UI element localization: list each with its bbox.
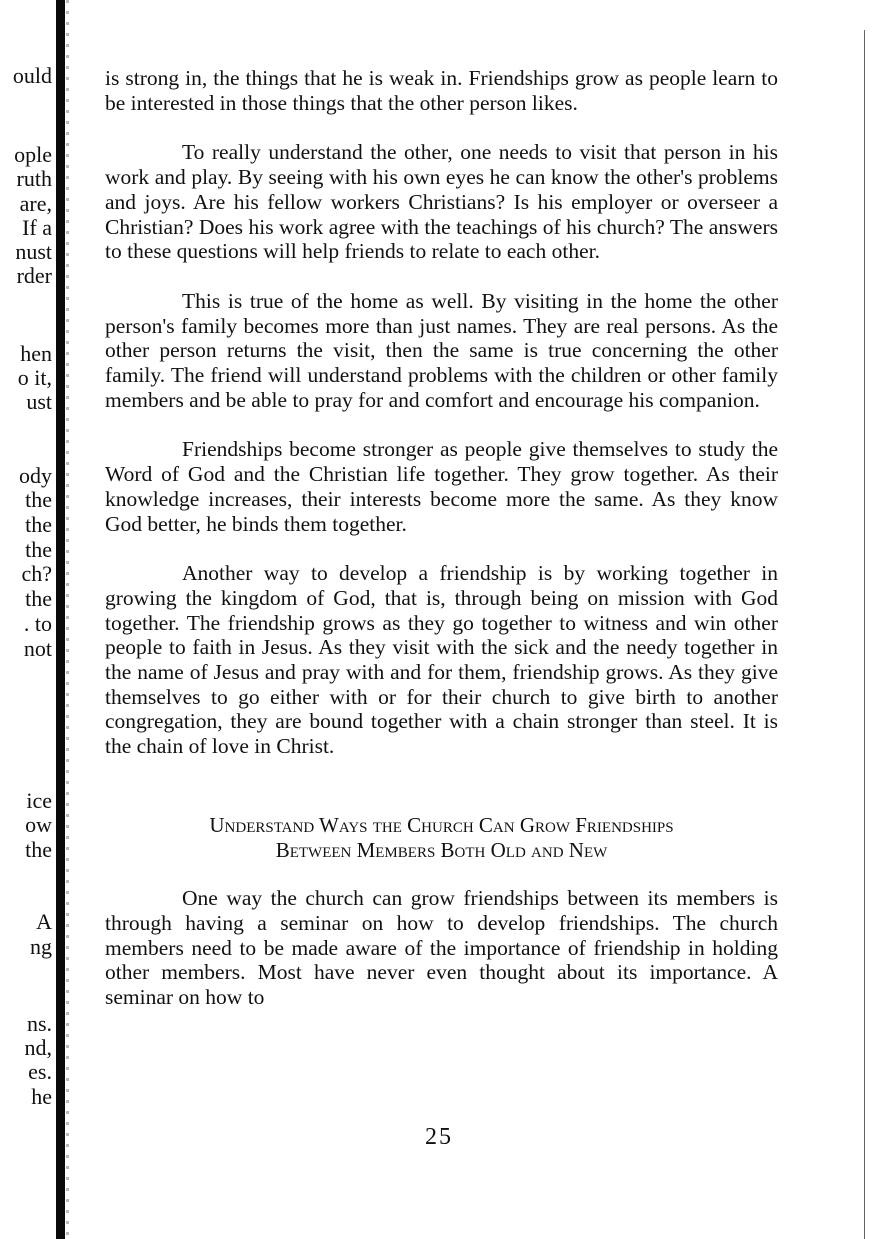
facing-page-fragment: nust bbox=[15, 239, 52, 264]
facing-page-fragment: ow bbox=[25, 812, 52, 837]
facing-page-fragment: ople bbox=[14, 142, 52, 167]
facing-page-fragment: ng bbox=[30, 934, 52, 959]
text-column bbox=[105, 66, 778, 1010]
facing-page-fragment: ns. bbox=[26, 1011, 52, 1036]
paragraph-gap bbox=[105, 115, 778, 140]
facing-page-fragment: ice bbox=[26, 788, 52, 813]
facing-page-fragment: he bbox=[31, 1084, 52, 1109]
facing-page-fragments bbox=[0, 0, 52, 1239]
body-paragraph: To really understand the other, one needs to visit that person in his work and play. By seeing with his own eyes he can know the other's problems and joys. Are his fellow workers Christians? Is his employer or overseer a Christian? Does his work agree with the teachings of his church? The answers to these questions will help friends to relate to each other. bbox=[105, 140, 778, 264]
spine-edge-texture bbox=[66, 0, 69, 1239]
body-paragraph: is strong in, the things that he is weak in. Friendships grow as people learn to be interested in those things that the other person likes. bbox=[105, 66, 778, 115]
facing-page-fragment: hen bbox=[20, 341, 52, 366]
facing-page-fragment: the bbox=[25, 537, 52, 562]
page-number bbox=[0, 1124, 872, 1151]
paragraph-gap bbox=[105, 536, 778, 561]
paragraph-gap bbox=[105, 264, 778, 289]
body-paragraph: Friendships become stronger as people give themselves to study the Word of God and the Christian life together. They grow together. As their knowledge increases, their interests become more the same. As they know God better, he binds them together. bbox=[105, 437, 778, 536]
facing-page-fragment: the bbox=[25, 837, 52, 862]
facing-page-fragment: o it, bbox=[17, 365, 52, 390]
facing-page-fragment: rder bbox=[16, 263, 52, 288]
page-right-edge-line bbox=[864, 30, 865, 1239]
facing-page-fragment: not bbox=[23, 636, 52, 661]
facing-page-fragment: ody bbox=[19, 463, 52, 488]
paragraph-gap bbox=[105, 412, 778, 437]
book-spine-shadow bbox=[56, 0, 65, 1239]
facing-page-fragment: ch? bbox=[21, 561, 52, 586]
facing-page-fragment: ust bbox=[26, 389, 52, 414]
facing-page-fragment: ould bbox=[12, 63, 52, 88]
body-paragraphs bbox=[105, 66, 778, 759]
facing-page-fragment: A bbox=[36, 909, 52, 934]
final-paragraph: One way the church can grow friendships between its members is through having a seminar on how to develop friendships. The church members need to be made aware of the importance of friendship in holding other members. Most have never even thought about its importance. A seminar on how to bbox=[105, 886, 778, 1010]
facing-page-fragment: . to bbox=[23, 611, 52, 636]
body-paragraph: This is true of the home as well. By visiting in the home the other person's family becomes more than just names. They are real persons. As the other person returns the visit, then the same is true concerning the other family. The friend will understand problems with the children or other family members and be able to pray for and comfort and encourage his companion. bbox=[105, 288, 778, 412]
facing-page-fragment: the bbox=[25, 586, 52, 611]
heading-gap bbox=[105, 862, 778, 886]
facing-page-fragment: es. bbox=[28, 1059, 52, 1084]
facing-page-fragment: ruth bbox=[16, 166, 52, 191]
facing-page-fragment: are, bbox=[19, 191, 52, 216]
section-heading-line-1: Understand Ways the Church Can Grow Friendships bbox=[209, 812, 674, 837]
body-paragraph: Another way to develop a friendship is by working together in growing the kingdom of God, that is, through being on mission with God together. The friendship grows as they go together to witness and win other people to faith in Jesus. As they visit with the sick and the needy together in the name of Jesus and pray with and for them, friendship grows. As they give themselves to go either with or for their church to give birth to another congregation, they are bound together with a chain stronger than steel. It is the chain of love in Christ. bbox=[105, 561, 778, 759]
section-gap bbox=[105, 759, 778, 813]
facing-page-fragment: If a bbox=[22, 215, 52, 240]
section-heading-line-2: Between Members Both Old and New bbox=[275, 837, 608, 862]
facing-page-fragment: the bbox=[25, 512, 52, 537]
page-number-value: 25 bbox=[425, 1124, 453, 1150]
facing-page-fragment: the bbox=[25, 487, 52, 512]
facing-page-fragment: nd, bbox=[24, 1035, 52, 1060]
